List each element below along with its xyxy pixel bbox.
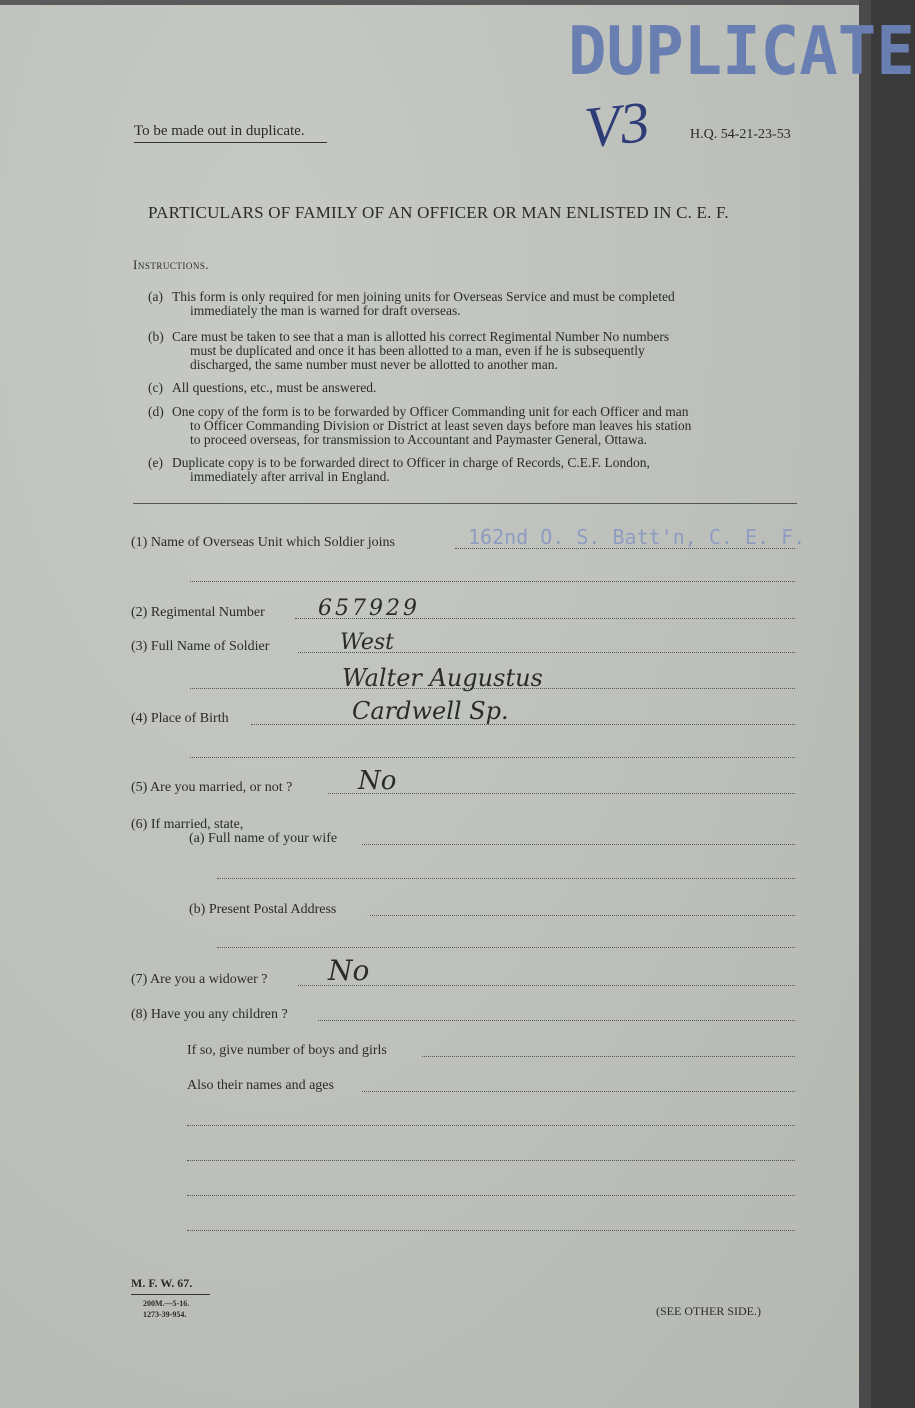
q8-boys-girls-label: If so, give number of boys and girls: [187, 1043, 387, 1058]
duplicate-instruction: To be made out in duplicate.: [134, 123, 305, 139]
print-line-2: 1273-39-954.: [143, 1310, 187, 1319]
form-title: PARTICULARS OF FAMILY OF AN OFFICER OR MAN ENLISTED IN C. E. F.: [148, 203, 729, 222]
married-value: No: [358, 766, 397, 796]
q4-label: (4) Place of Birth: [131, 711, 229, 726]
surname-value: West: [340, 630, 394, 655]
form-code: M. F. W. 67.: [131, 1276, 193, 1290]
birthplace-value: Cardwell Sp.: [352, 697, 509, 725]
q5-label: (5) Are you married, or not ?: [131, 780, 293, 795]
top-edge: [0, 0, 871, 5]
instruction-d: (d) One copy of the form is to be forwarded by Officer Commanding unit for each Officer and man to Officer Commanding Division or District at least seven days before man leaves his station to proceed overseas, for transmission to Accountant and Paymaster General, Ottawa.: [148, 404, 692, 447]
q3-label: (3) Full Name of Soldier: [131, 639, 270, 654]
right-edge: [859, 0, 871, 1408]
regimental-number-value: 657929: [318, 596, 420, 621]
widower-value: No: [328, 954, 370, 987]
form-code-underline: [131, 1294, 210, 1295]
hq-reference: H.Q. 54-21-23-53: [690, 127, 791, 142]
instruction-e: (e) Duplicate copy is to be forwarded direct to Officer in charge of Records, C.E.F. London, immediately after arrival in England.: [148, 455, 650, 484]
print-line-1: 200M.—5-16.: [143, 1299, 190, 1308]
see-other-side: (SEE OTHER SIDE.): [656, 1304, 761, 1318]
handwritten-mark: V3: [581, 88, 653, 161]
q8-label: (8) Have you any children ?: [131, 1007, 288, 1022]
instructions-heading: Instructions.: [133, 257, 210, 272]
unit-value: 162nd O. S. Batt'n, C. E. F.: [468, 525, 806, 549]
given-names-value: Walter Augustus: [342, 664, 543, 692]
q8-names-label: Also their names and ages: [187, 1078, 334, 1093]
q1-label: (1) Name of Overseas Unit which Soldier joins: [131, 535, 395, 550]
section-divider: [133, 503, 797, 504]
q7-label: (7) Are you a widower ?: [131, 972, 268, 987]
instruction-c: (c) All questions, etc., must be answered.: [148, 380, 377, 395]
q2-label: (2) Regimental Number: [131, 605, 265, 620]
instruction-a: (a) This form is only required for men joining units for Overseas Service and must be completed immediately the man is warned for draft overseas.: [148, 289, 675, 318]
q6a-label: (a) Full name of your wife: [189, 831, 338, 846]
duplicate-stamp: DUPLICATE: [568, 13, 915, 91]
q6b-label: (b) Present Postal Address: [189, 902, 337, 917]
underline: [134, 142, 327, 143]
instruction-b: (b) Care must be taken to see that a man is allotted his correct Regimental Number No numbers must be duplicated and once it has been allotted to a man, even if he is subsequently discharged, the same number must never be allotted to another man.: [148, 329, 670, 372]
q6-label: (6) If married, state,: [131, 817, 244, 832]
